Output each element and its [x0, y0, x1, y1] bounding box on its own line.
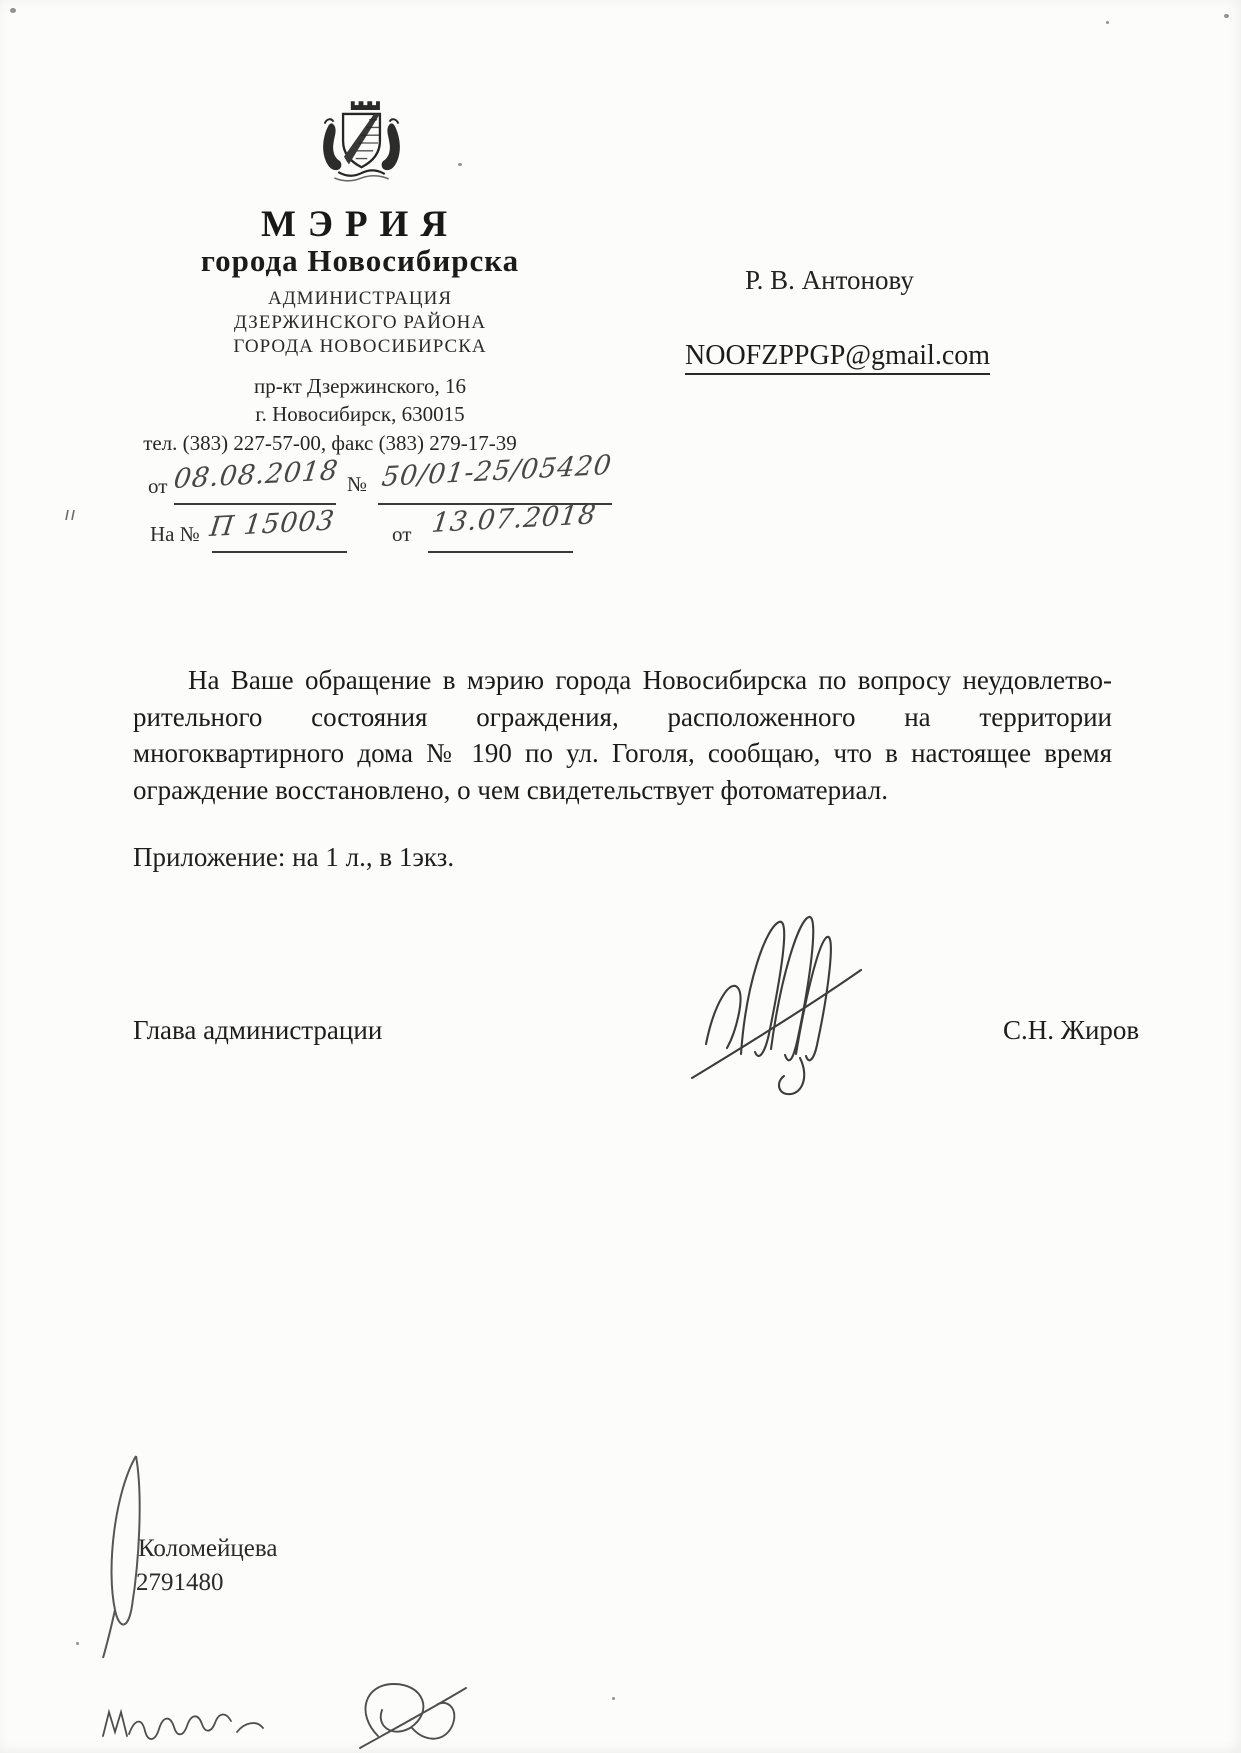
- scan-speck: [612, 1697, 615, 1700]
- scan-speck: [76, 1642, 79, 1645]
- scan-speck: [1224, 14, 1229, 18]
- outgoing-number-value: 50/01-25/05420: [380, 449, 614, 493]
- outgoing-date-line: [174, 502, 336, 505]
- outgoing-date-value: 08.08.2018: [172, 455, 341, 495]
- incoming-from-label: от: [392, 522, 412, 546]
- org-address-city: г. Новосибирск, 630015: [255, 402, 465, 426]
- attachment-note: Приложение: на 1 л., в 1экз.: [133, 842, 455, 872]
- incoming-number-value: П 15003: [208, 505, 337, 543]
- outgoing-from-label: от: [148, 474, 168, 498]
- letter-body: [133, 662, 1112, 808]
- scan-speck: [1106, 21, 1109, 24]
- scan-speck: [458, 163, 462, 166]
- body-line-3: многоквартирного дома № 190 по ул. Гоголя, сообщаю, что в настоящее время: [133, 738, 1112, 768]
- executor-phone: 2791480: [136, 1569, 224, 1596]
- org-admin-line-3: ГОРОДА НОВОСИБИРСКА: [233, 336, 487, 357]
- incoming-date-line: [428, 550, 573, 553]
- org-name-primary: МЭРИЯ: [260, 204, 460, 245]
- signer-name: С.Н. Жиров: [1003, 1015, 1140, 1045]
- signer-title: Глава администрации: [133, 1015, 383, 1045]
- org-address-street: пр-кт Дзержинского, 16: [253, 374, 467, 398]
- body-line-1: На Ваше обращение в мэрию города Новосибирска по вопросу неудовлетво-: [188, 665, 1112, 695]
- org-phone-fax: тел. (383) 227-57-00, факс (383) 279-17-39: [143, 431, 517, 455]
- pen-signature-icon: [648, 882, 910, 1102]
- handwritten-scribble-icon: [95, 1690, 345, 1750]
- recipient-name: Р. В. Антонову: [745, 265, 914, 295]
- outgoing-number-label: №: [347, 472, 368, 496]
- body-line-4: ограждение восстановлено, о чем свидетельствует фотоматериал.: [133, 774, 888, 805]
- org-admin-line-1: АДМИНИСТРАЦИЯ: [268, 288, 452, 309]
- recipient-email: NOOFZPPGP@gmail.com: [685, 340, 990, 375]
- executor-name: Коломейцева: [138, 1535, 278, 1562]
- scan-speck: [10, 8, 16, 13]
- handwritten-initials-icon: [340, 1670, 490, 1753]
- incoming-date-value: 13.07.2018: [430, 499, 599, 539]
- incoming-number-line: [212, 550, 347, 553]
- org-name-secondary: города Новосибирска: [200, 243, 520, 278]
- pen-tick-mark-icon: [64, 508, 78, 524]
- body-line-2: рительного состояния ограждения, расположенного на территории: [133, 701, 1112, 732]
- novosibirsk-coat-of-arms-icon: [313, 98, 410, 188]
- incoming-reply-label: На №: [150, 522, 200, 546]
- org-admin-line-2: ДЗЕРЖИНСКОГО РАЙОНА: [233, 312, 487, 333]
